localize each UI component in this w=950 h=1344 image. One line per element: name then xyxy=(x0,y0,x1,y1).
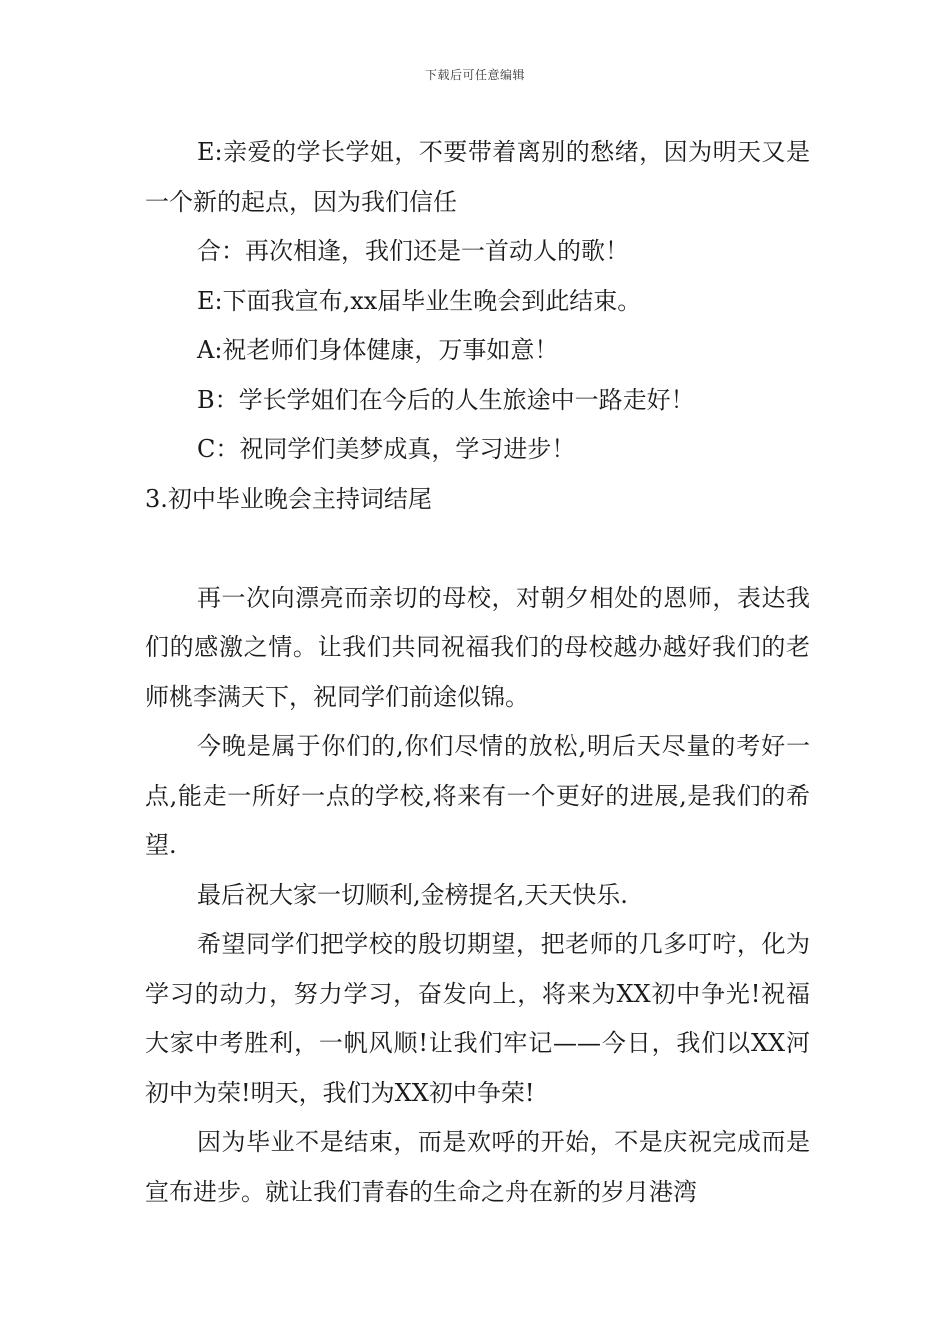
paragraph-farewell-e: E:亲爱的学长学姐，不要带着离别的愁绪，因为明天又是一个新的起点，因为我们信任 xyxy=(145,138,810,216)
paragraph-hope: 希望同学们把学校的殷切期望，把老师的几多叮咛，化为学习的动力，努力学习，奋发向上，将来为XX初中争光!祝福大家中考胜利，一帆风顺!让我们牢记——今日，我们以XX河初中为荣!明天，我们为XX初中争荣! xyxy=(145,930,810,1107)
page-header-note: 下载后可任意编辑 xyxy=(424,68,525,82)
paragraph-graduation: 因为毕业不是结束，而是欢呼的开始，不是庆祝完成而是宣布进步。就让我们青春的生命之舟在新的岁月港湾 xyxy=(145,1128,810,1206)
document-body xyxy=(145,128,810,1217)
paragraph-final-wish: 最后祝大家一切顺利,金榜提名,天天快乐. xyxy=(197,880,628,909)
section-heading: 3.初中毕业晚会主持词结尾 xyxy=(145,484,432,513)
paragraph-thanks-school: 再一次向漂亮而亲切的母校，对朝夕相处的恩师，表达我们的感激之情。让我们共同祝福我们的母校越办越好我们的老师桃李满天下，祝同学们前途似锦。 xyxy=(145,583,810,711)
paragraph-wish-classmates: C：祝同学们美梦成真，学习进步！ xyxy=(197,435,576,463)
paragraph-wish-seniors: B：学长学姐们在今后的人生旅途中一路走好！ xyxy=(197,385,695,414)
paragraph-tonight: 今晚是属于你们的,你们尽情的放松,明后天尽量的考好一点,能走一所好一点的学校,将来有一个更好的进展,是我们的希望. xyxy=(145,732,810,859)
blank-line xyxy=(145,524,810,574)
paragraph-wish-teachers: A:祝老师们身体健康，万事如意！ xyxy=(197,336,559,364)
paragraph-announce-end: E:下面我宣布,xx届毕业生晚会到此结束。 xyxy=(197,286,642,315)
paragraph-together: 合：再次相逢，我们还是一首动人的歌！ xyxy=(197,237,629,265)
